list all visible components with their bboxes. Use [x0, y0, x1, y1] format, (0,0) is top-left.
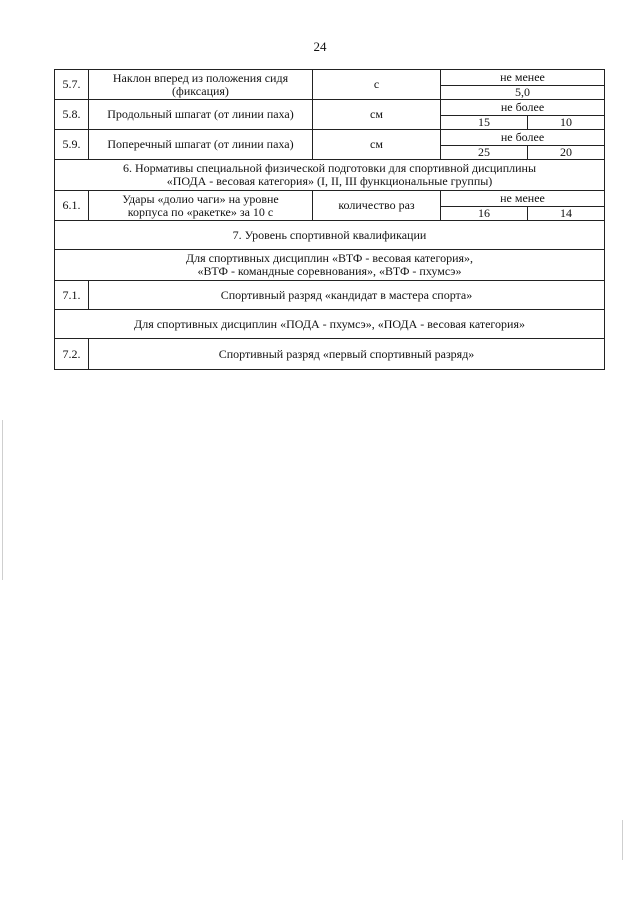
row-number: 6.1. [55, 191, 89, 221]
value-cell: 5,0 [441, 86, 605, 100]
exercise-name-line: Удары «долио чаги» на уровне [122, 191, 279, 206]
disciplines-poda-row [55, 310, 605, 339]
exercise-name: Продольный шпагат (от линии паха) [89, 100, 313, 130]
exercise-name [89, 191, 313, 221]
table-row-7-2 [55, 339, 605, 370]
section-heading [55, 160, 605, 191]
value-cell-left: 15 [441, 116, 528, 130]
section-6-header [55, 160, 605, 191]
row-number: 5.7. [55, 70, 89, 100]
qualifier-cell: не менее [441, 70, 605, 86]
section-heading-line: 6. Нормативы специальной физической подготовки для спортивной дисциплины [122, 161, 537, 175]
row-number: 5.9. [55, 130, 89, 160]
unit-cell: см [313, 130, 441, 160]
value-cell-left: 16 [441, 207, 528, 221]
table-row-6-1 [55, 191, 605, 207]
row-number: 5.8. [55, 100, 89, 130]
value-cell-right: 20 [528, 146, 605, 160]
exercise-name: Поперечный шпагат (от линии паха) [89, 130, 313, 160]
table-row-7-1 [55, 281, 605, 310]
unit-cell: количество раз [313, 191, 441, 221]
disciplines-heading: Для спортивных дисциплин «ПОДА - пхумсэ», «ПОДА - весовая категория» [55, 310, 605, 339]
row-number: 7.2. [55, 339, 89, 370]
table-row-5-9 [55, 130, 605, 146]
exercise-name-line: Наклон вперед из положения сидя [112, 70, 289, 85]
scan-edge-mark [2, 420, 3, 580]
qualification-text: Спортивный разряд «кандидат в мастера спорта» [89, 281, 605, 310]
section-heading-line: «ПОДА - весовая категория» (I, II, III функциональные группы) [166, 174, 493, 188]
exercise-name-line: корпуса по «ракетке» за 10 с [127, 204, 274, 219]
value-cell-left: 25 [441, 146, 528, 160]
qualifier-cell: не менее [441, 191, 605, 207]
disciplines-heading-line: Для спортивных дисциплин «ВТФ - весовая категория», [185, 251, 474, 265]
qualifier-cell: не более [441, 100, 605, 116]
norms-table [54, 69, 605, 370]
page-number: 24 [313, 39, 327, 54]
section-heading: 7. Уровень спортивной квалификации [55, 221, 605, 250]
unit-cell: с [313, 70, 441, 100]
value-cell-right: 10 [528, 116, 605, 130]
qualifier-cell: не более [441, 130, 605, 146]
value-cell-right: 14 [528, 207, 605, 221]
table-row-5-7 [55, 70, 605, 86]
scan-edge-mark [622, 820, 623, 860]
table-row-5-8 [55, 100, 605, 116]
section-7-header [55, 221, 605, 250]
exercise-name [89, 70, 313, 100]
disciplines-heading [55, 250, 605, 281]
disciplines-heading-line: «ВТФ - командные соревнования», «ВТФ - пхумсэ» [197, 264, 462, 278]
unit-cell: см [313, 100, 441, 130]
exercise-name-line: (фиксация) [172, 83, 229, 98]
disciplines-vtf-row [55, 250, 605, 281]
row-number: 7.1. [55, 281, 89, 310]
qualification-text: Спортивный разряд «первый спортивный разряд» [89, 339, 605, 370]
